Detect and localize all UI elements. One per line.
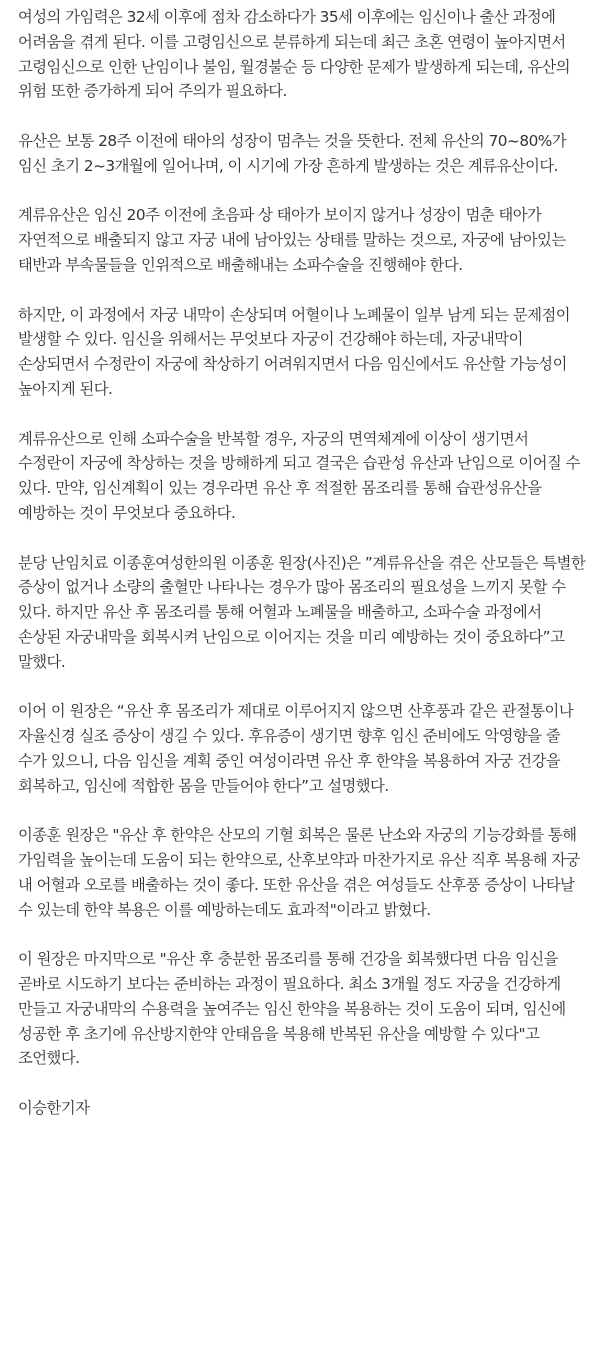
article-paragraph-2: 유산은 보통 28주 이전에 태아의 성장이 멈추는 것을 뜻한다. 전체 유산의 70~80%가 임신 초기 2~3개월에 일어나며, 이 시기에 가장 흔하게 발생하는 것은 계류유산이다. xyxy=(18,131,567,175)
article-paragraph-1: 여성의 가임력은 32세 이후에 점차 감소하다가 35세 이후에는 임신이나 출산 과정에 어려움을 겪게 된다. 이를 고령임신으로 분류하게 되는데 최근 초혼 연령이 높아지면서 고령임신으로 인한 난임이나 불임, 월경불순 등 다양한 문제가 발생하게 되는데, 유산의 위험 또한 증가하게 되어 주의가 필요하다. xyxy=(18,8,571,101)
article-paragraph-7: 이어 이 원장은 “유산 후 몸조리가 제대로 이루어지지 않으면 산후풍과 같은 관절통이나 자율신경 실조 증상이 생길 수 있다. 후유증이 생기면 향후 임신 준비에도 악영향을 줄 수가 있으니, 다음 임신을 계획 중인 여성이라면 유산 후 한약을 복용하여 자궁 건강을 회복하고, 임신에 적합한 몸을 만들어야 한다”고 설명했다. xyxy=(18,702,574,795)
article-paragraph-9: 이 원장은 마지막으로 "유산 후 충분한 몸조리를 통해 건강을 회복했다면 다음 임신을 곧바로 시도하기 보다는 준비하는 과정이 필요하다. 최소 3개월 정도 자궁을 건강하게 만들고 자궁내막의 수용력을 높여주는 임신 한약을 복용하는 것이 도움이 되며, 임신에 성공한 후 초기에 유산방지한약 안태음을 복용해 반복된 유산을 예방할 수 있다"고 조언했다. xyxy=(18,950,566,1068)
article-paragraph-8: 이종훈 원장은 "유산 후 한약은 산모의 기혈 회복은 물론 난소와 자궁의 기능강화를 통해 가임력을 높이는데 도움이 되는 한약으로, 산후보약과 마찬가지로 유산 직후 복용해 자궁 내 어혈과 오로를 배출하는 것이 좋다. 또한 유산을 겪은 여성들도 산후풍 증상이 나타날 수 있는데 한약 복용은 이를 예방하는데도 효과적"이라고 밝혔다. xyxy=(18,826,580,919)
article-paragraph-6: 분당 난임치료 이종훈여성한의원 이종훈 원장(사진)은 ”계류유산을 겪은 산모들은 특별한 증상이 없거나 소량의 출혈만 나타나는 경우가 많아 몸조리의 필요성을 느끼지 못할 수 있다. 하지만 유산 후 몸조리를 통해 어혈과 노폐물을 배출하고, 소파수술 과정에서 손상된 자궁내막을 회복시켜 난임으로 이어지는 것을 미리 예방하는 것이 중요하다”고 말했다. xyxy=(18,553,586,671)
article-paragraph-4: 하지만, 이 과정에서 자궁 내막이 손상되며 어혈이나 노폐물이 일부 남게 되는 문제점이 발생할 수 있다. 임신을 위해서는 무엇보다 자궁이 건강해야 하는데, 자궁내막이 손상되면서 수정란이 자궁에 착상하기 어려워지면서 다음 임신에서도 유산할 가능성이 높아지게 된다. xyxy=(18,305,571,398)
article-byline: 이승한기자 xyxy=(18,1099,90,1118)
article-paragraph-5: 계류유산으로 인해 소파수술을 반복할 경우, 자궁의 면역체계에 이상이 생기면서 수정란이 자궁에 착상하는 것을 방해하게 되고 결국은 습관성 유산과 난임으로 이어질 수 있다. 만약, 임신계획이 있는 경우라면 유산 후 적절한 몸조리를 통해 습관성유산을 예방하는 것이 무엇보다 중요하다. xyxy=(18,429,580,522)
article-paragraph-3: 계류유산은 임신 20주 이전에 초음파 상 태아가 보이지 않거나 성장이 멈춘 태아가 자연적으로 배출되지 않고 자궁 내에 남아있는 상태를 말하는 것으로, 자궁에 남아있는 태반과 부속물들을 인위적으로 배출해내는 소파수술을 진행해야 한다. xyxy=(18,206,566,274)
